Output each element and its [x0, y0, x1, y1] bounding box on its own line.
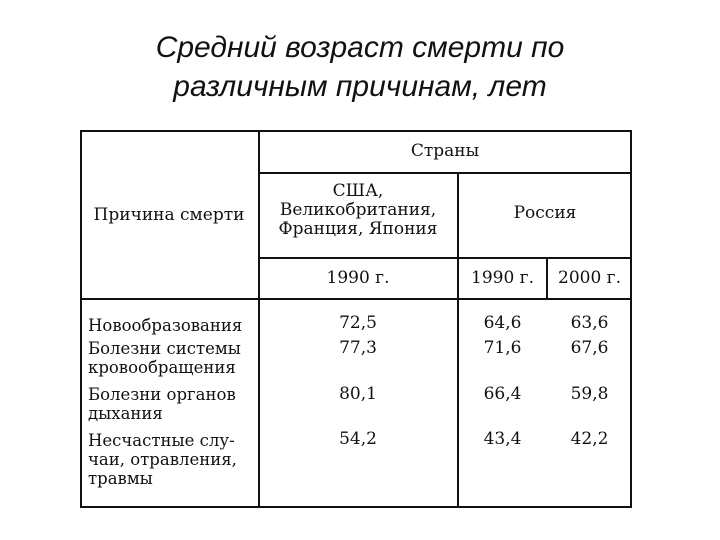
header-line-bottom — [80, 298, 632, 300]
cell-russia-1990: 71,6 — [483, 338, 522, 358]
row-cause-line: Несчастные слу- — [88, 431, 235, 450]
slide-title — [0, 28, 720, 106]
header-line-countries — [258, 172, 632, 174]
table-border-top — [80, 130, 632, 132]
cell-western-1990: 54,2 — [339, 429, 377, 449]
row-cause-line: Болезни системы — [88, 339, 241, 358]
cell-russia-2000: 59,8 — [570, 384, 609, 404]
header-year-russia-1990: 1990 г. — [471, 268, 534, 288]
header-year-western: 1990 г. — [326, 268, 390, 288]
table-border-bottom — [80, 506, 632, 508]
row-cause — [88, 431, 237, 488]
row-cause — [88, 385, 236, 423]
cell-western-1990: 77,3 — [339, 338, 377, 358]
header-line-years — [258, 257, 632, 259]
cell-russia-1990: 43,4 — [483, 429, 522, 449]
slide-title-line-1: Средний возраст смерти по — [155, 31, 565, 64]
row-cause-line: чаи, отравления, — [88, 450, 237, 469]
row-cause-line: дыхания — [88, 404, 163, 423]
row-cause-line: Болезни органов — [88, 385, 236, 404]
header-group-western-line: Франция, Япония — [278, 219, 438, 239]
row-cause-line: Новообразования — [88, 316, 243, 335]
cell-russia-2000: 42,2 — [570, 429, 609, 449]
table-border-left — [80, 130, 82, 508]
header-cause: Причина смерти — [93, 205, 245, 225]
header-year-russia-2000: 2000 г. — [558, 268, 621, 288]
cell-russia-2000: 67,6 — [570, 338, 609, 358]
cell-russia-2000: 63,6 — [570, 313, 609, 333]
row-cause-line: травмы — [88, 469, 153, 488]
row-cause-line: кровообращения — [88, 358, 236, 377]
header-group-western — [258, 182, 458, 239]
header-group-western-line: США, — [332, 181, 384, 201]
row-cause — [88, 316, 242, 335]
mortality-table — [80, 130, 632, 508]
cell-russia-1990: 66,4 — [483, 384, 522, 404]
header-group-russia: Россия — [513, 203, 577, 223]
cell-russia-1990: 64,6 — [483, 313, 522, 333]
cell-western-1990: 80,1 — [339, 384, 377, 404]
header-countries: Страны — [410, 141, 480, 161]
cell-western-1990: 72,5 — [339, 313, 377, 333]
slide-title-line-2: различным причинам, лет — [173, 70, 547, 103]
header-group-western-line: Великобритания, — [279, 200, 437, 220]
row-cause — [88, 339, 241, 377]
